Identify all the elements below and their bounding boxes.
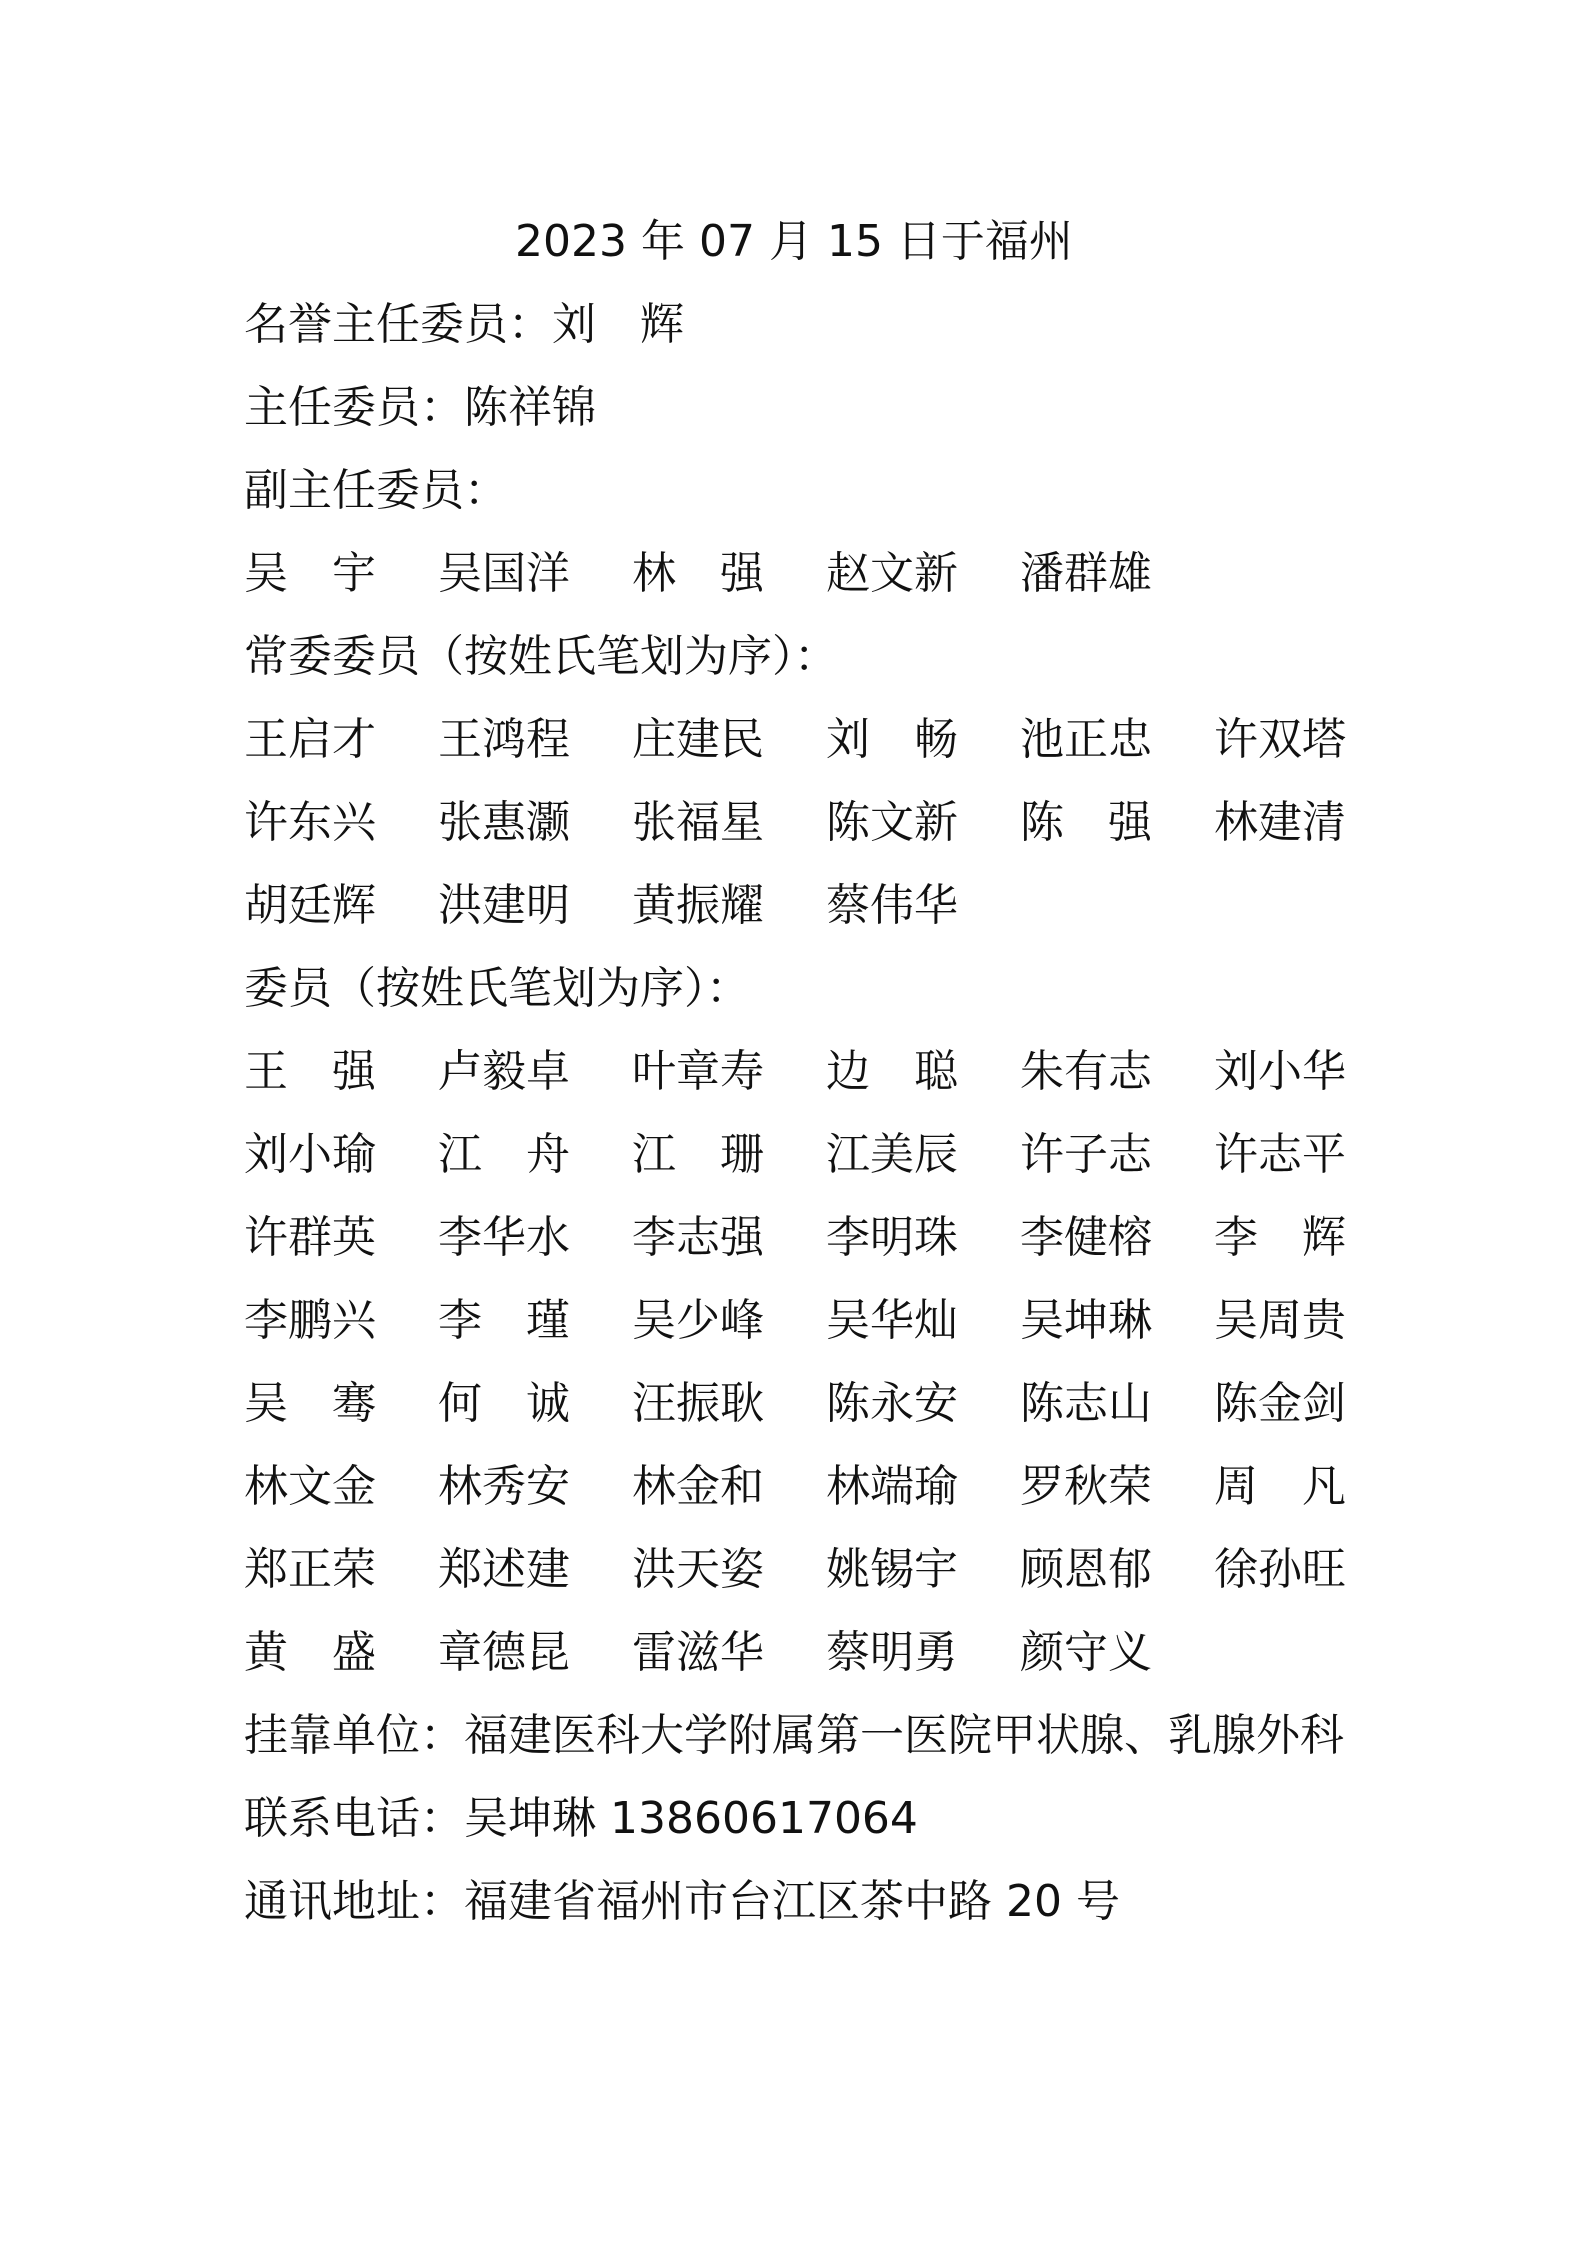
member-name: 江美辰 [826, 1129, 958, 1180]
member-name: 许群英 [244, 1212, 376, 1263]
names-row [244, 1445, 1356, 1528]
member-name: 林文金 [244, 1461, 376, 1512]
member-name: 王鸿程 [438, 714, 570, 765]
member-name: 陈志山 [1020, 1378, 1152, 1429]
member-name: 陈金剑 [1214, 1378, 1346, 1429]
names-row [244, 1611, 1356, 1694]
names-row [244, 698, 1356, 781]
member-name: 陈文新 [826, 797, 958, 848]
member-name: 吴少峰 [632, 1295, 764, 1346]
standing-members-list [244, 698, 1356, 947]
vice-chairs-row [244, 532, 1356, 615]
member-name: 章德昆 [438, 1627, 570, 1678]
member-name: 黄振耀 [632, 880, 764, 931]
member-name: 吴华灿 [826, 1295, 958, 1346]
member-name: 黄 盛 [244, 1627, 376, 1678]
names-row [244, 864, 1356, 947]
member-name: 边 聪 [826, 1046, 958, 1097]
member-name: 王 强 [244, 1046, 376, 1097]
chair-label: 主任委员： [244, 382, 464, 433]
member-name: 林金和 [632, 1461, 764, 1512]
member-name: 汪振耿 [632, 1378, 764, 1429]
date-line: 2023 年 07 月 15 日于福州 [515, 216, 1073, 267]
member-name: 张惠灏 [438, 797, 570, 848]
member-name: 陈 强 [1020, 797, 1152, 848]
affiliation-text: 挂靠单位：福建医科大学附属第一医院甲状腺、乳腺外科 [244, 1710, 1344, 1761]
member-name: 刘 畅 [826, 714, 958, 765]
member-name: 吴国洋 [438, 548, 570, 599]
member-name: 郑述建 [438, 1544, 570, 1595]
member-name: 何 诚 [438, 1378, 570, 1429]
member-name: 蔡明勇 [826, 1627, 958, 1678]
address-text: 通讯地址：福建省福州市台江区茶中路 20 号 [244, 1876, 1120, 1927]
member-name: 洪天姿 [632, 1544, 764, 1595]
member-name: 王启才 [244, 714, 376, 765]
member-name: 林建清 [1214, 797, 1346, 848]
member-name: 江 舟 [438, 1129, 570, 1180]
member-name: 刘小瑜 [244, 1129, 376, 1180]
member-name: 洪建明 [438, 880, 570, 931]
chair-name: 陈祥锦 [464, 382, 596, 433]
member-name: 张福星 [632, 797, 764, 848]
members-label: 委员（按姓氏笔划为序）： [244, 963, 750, 1014]
member-name: 颜守义 [1020, 1627, 1152, 1678]
names-row [244, 1279, 1356, 1362]
members-list [244, 1030, 1356, 1694]
member-name: 叶章寿 [632, 1046, 764, 1097]
member-name: 姚锡宇 [826, 1544, 958, 1595]
member-name: 蔡伟华 [826, 880, 958, 931]
contact-phone-text: 联系电话：吴坤琳 13860617064 [244, 1793, 918, 1844]
member-name: 徐孙旺 [1214, 1544, 1346, 1595]
member-name: 吴 宇 [244, 548, 376, 599]
member-name: 许东兴 [244, 797, 376, 848]
member-name: 赵文新 [826, 548, 958, 599]
member-name: 李志强 [632, 1212, 764, 1263]
member-name: 林 强 [632, 548, 764, 599]
member-name: 江 珊 [632, 1129, 764, 1180]
member-name: 李 辉 [1214, 1212, 1346, 1263]
member-name: 吴周贵 [1214, 1295, 1346, 1346]
member-name: 吴 骞 [244, 1378, 376, 1429]
member-name: 李华水 [438, 1212, 570, 1263]
member-name: 雷滋华 [632, 1627, 764, 1678]
member-name: 胡廷辉 [244, 880, 376, 931]
member-name: 李 瑾 [438, 1295, 570, 1346]
standing-members-label: 常委委员（按姓氏笔划为序）： [244, 631, 838, 682]
chair-line [244, 366, 1356, 449]
member-name: 吴坤琳 [1020, 1295, 1152, 1346]
vice-chairs-label: 副主任委员： [244, 465, 508, 516]
member-name: 池正忠 [1020, 714, 1152, 765]
names-row [244, 1113, 1356, 1196]
names-row [244, 1528, 1356, 1611]
member-name: 李鹏兴 [244, 1295, 376, 1346]
document-body [244, 200, 1356, 1943]
member-name: 周 凡 [1214, 1461, 1346, 1512]
names-row [244, 1030, 1356, 1113]
member-name: 陈永安 [826, 1378, 958, 1429]
honorary-chair-line [244, 283, 1356, 366]
member-name: 李健榕 [1020, 1212, 1152, 1263]
member-name: 刘小华 [1214, 1046, 1346, 1097]
honorary-chair-name: 刘 辉 [552, 299, 684, 350]
member-name: 许双塔 [1214, 714, 1346, 765]
member-name: 朱有志 [1020, 1046, 1152, 1097]
member-name: 罗秋荣 [1020, 1461, 1152, 1512]
member-name: 林端瑜 [826, 1461, 958, 1512]
honorary-chair-label: 名誉主任委员： [244, 299, 552, 350]
member-name: 李明珠 [826, 1212, 958, 1263]
member-name: 潘群雄 [1020, 548, 1152, 599]
names-row [244, 1196, 1356, 1279]
member-name: 许志平 [1214, 1129, 1346, 1180]
member-name: 许子志 [1020, 1129, 1152, 1180]
member-name: 卢毅卓 [438, 1046, 570, 1097]
member-name: 郑正荣 [244, 1544, 376, 1595]
member-name: 顾恩郁 [1020, 1544, 1152, 1595]
names-row [244, 1362, 1356, 1445]
member-name: 庄建民 [632, 714, 764, 765]
member-name: 林秀安 [438, 1461, 570, 1512]
names-row [244, 781, 1356, 864]
